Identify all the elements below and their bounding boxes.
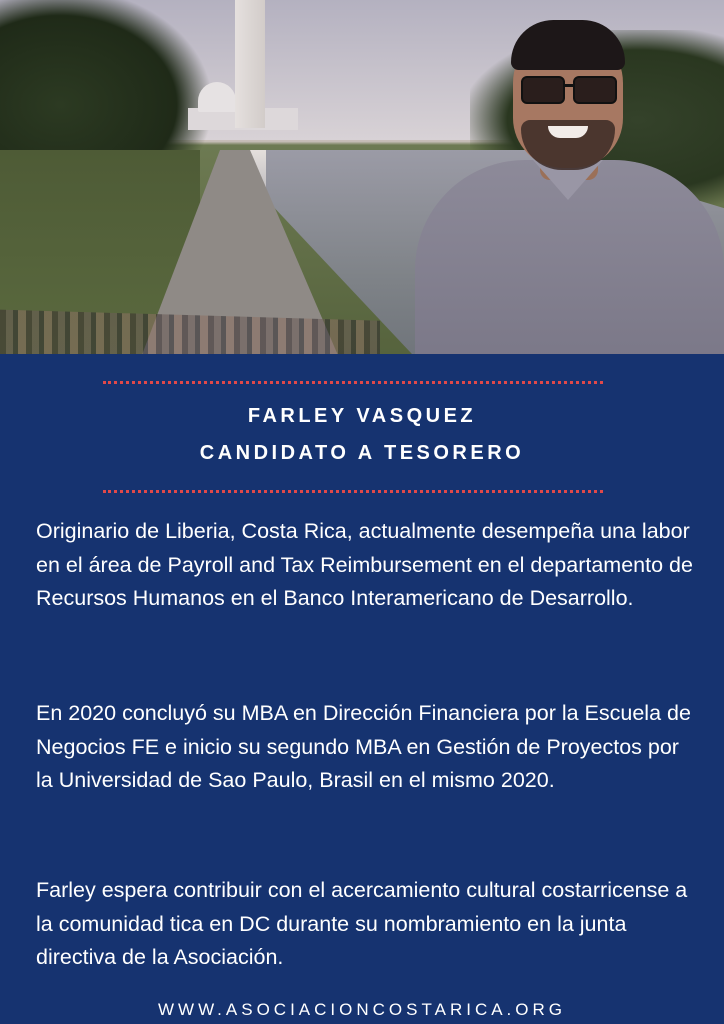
candidate-role: CANDIDATO A TESORERO	[199, 442, 525, 464]
sunglasses-bridge	[563, 84, 573, 87]
person-smile	[548, 126, 588, 138]
dotted-divider-bottom	[103, 490, 603, 493]
photo-capitol-dome	[198, 82, 236, 112]
sunglasses-lens-left	[521, 76, 565, 104]
website-url: WWW.ASOCIACIONCOSTARICA.ORG	[157, 1000, 567, 1019]
bio-paragraph-1: Originario de Liberia, Costa Rica, actualmente desempeña una labor en el área de Payroll and Tax Reimbursement en el departamento de Recursos Humanos en el Banco Interamericano de Desarrollo.	[36, 519, 693, 610]
photo-washington-monument	[235, 0, 265, 128]
sunglasses-lens-right	[573, 76, 617, 104]
dotted-divider-top	[103, 381, 603, 384]
bio-paragraph-2: En 2020 concluyó su MBA en Dirección Financiera por la Escuela de Negocios FE e inicio su segundo MBA en Gestión de Proyectos por la Universidad de Sao Paulo, Brasil en el mismo 2020.	[36, 701, 691, 792]
photo-person	[415, 10, 724, 354]
sunglasses-icon	[521, 76, 617, 102]
candidate-name: FARLEY VASQUEZ	[247, 405, 477, 427]
candidate-photo	[0, 0, 724, 354]
bio-paragraph-3: Farley espera contribuir con el acercamiento cultural costarricense a la comunidad tica en DC durante su nombramiento en la junta directiva de la Asociación.	[36, 878, 688, 969]
person-hair	[511, 20, 625, 70]
